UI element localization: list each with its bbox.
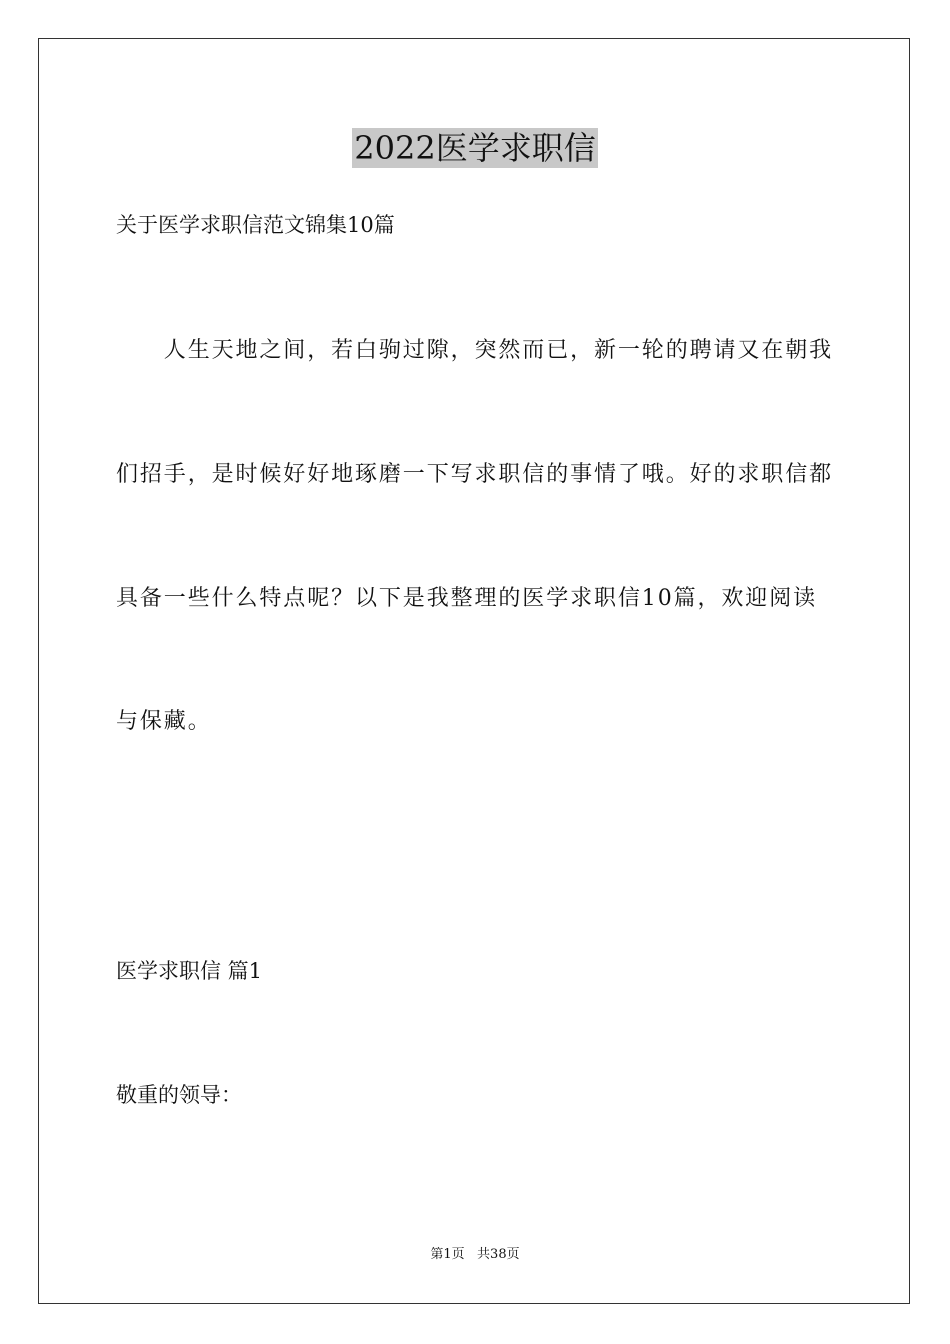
page-footer: 第1页 共38页: [430, 1247, 520, 1262]
salutation: 敬重的领导：: [116, 1083, 242, 1107]
intro-line-4: 与保藏。: [116, 709, 212, 734]
document-subtitle: 关于医学求职信范文锦集10篇: [116, 213, 395, 237]
intro-line-3: 具备一些什么特点呢？以下是我整理的医学求职信10篇，欢迎阅读: [116, 586, 817, 611]
intro-line-2: 们招手，是时候好好地琢磨一下写求职信的事情了哦。好的求职信都: [116, 462, 834, 487]
section-heading: 医学求职信 篇1: [116, 959, 263, 983]
document-title: 2022医学求职信: [354, 129, 596, 167]
title-container: [0, 128, 950, 168]
intro-line-1: 人生天地之间，若白驹过隙，突然而已，新一轮的聘请又在朝我: [116, 338, 834, 363]
